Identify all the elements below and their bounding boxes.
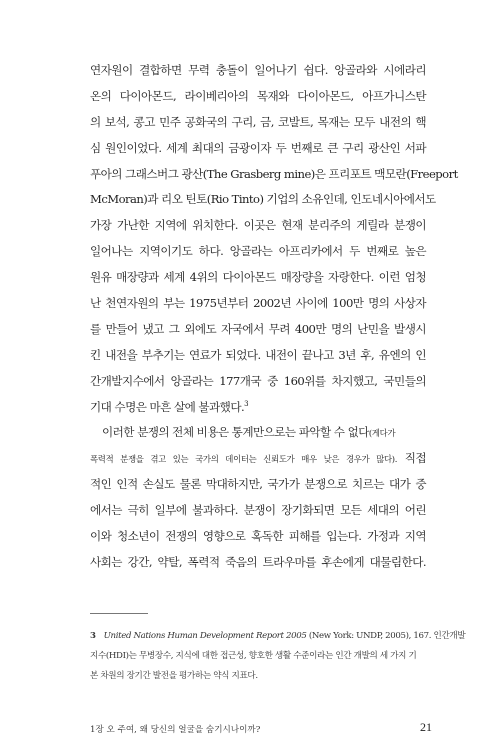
text-line: 심 원인이었다. 세계 최대의 금광이자 두 번째로 큰 구리 광산인 서파 [90,140,426,155]
text-line: 사회는 강간, 약탈, 폭력적 죽음의 트라우마를 후손에게 대물림한다. [90,554,426,569]
parenthetical-note: (게다가 [368,428,396,439]
text-line: 를 만들어 냈고 그 외에도 자국에서 무려 400만 명의 난민을 발생시 [90,321,426,336]
page-number: 21 [420,720,432,734]
text-line: 킨 내전을 부추기는 연료가 되었다. 내전이 끝나고 3년 후, 유엔의 인 [90,347,426,362]
text-fragment: 직접 [397,451,426,466]
footnote-reference[interactable]: 3 [244,399,249,408]
text-line: 가장 가난한 지역에 위치한다. 이곳은 현재 분리주의 게릴라 분쟁이 [90,218,426,233]
body-text [90,58,458,576]
running-chapter-title: 1장 오 주여, 왜 당신의 얼굴을 숨기시나이까? [90,725,261,735]
paragraph-end-text: 기대 수명은 마흔 살에 불과했다. [90,399,245,414]
footnote-text: (New York: UNDP, 2005), 167. 인간개발 [306,631,466,641]
text-line: 난 천연자원의 부는 1975년부터 2002년 사이에 100만 명의 사상자 [90,296,426,311]
footnote [90,626,466,686]
footnote-line: 본 차원의 장기간 발전을 평가하는 약식 지표다. [90,671,258,681]
text-line: 간개발지수에서 앙골라는 177개국 중 160위를 차지했고, 국민들의 [90,373,426,388]
footnote-line [90,626,466,646]
text-line: 연자원이 결합하면 무력 충돌이 일어나기 쉽다. 앙골라와 시에라리 [90,63,426,77]
text-line: 원유 매장량과 세계 4위의 다이아몬드 매장량을 자랑한다. 이런 엄청 [90,270,426,285]
text-line: 에서는 극히 일부에 불과하다. 분쟁이 장기화되면 모든 세대의 어린 [90,503,426,518]
paragraph-start-text: 이러한 분쟁의 전체 비용은 통계만으로는 파악할 수 없다 [102,425,369,440]
text-line: 이와 청소년이 전쟁의 영향으로 혹독한 피해를 입는다. 가정과 지역 [90,529,426,544]
text-line: 온의 다이아몬드, 라이베리아의 목재와 다이아몬드, 아프가니스탄 [90,88,426,103]
text-line: 적인 인적 손실도 물론 막대하지만, 국가가 분쟁으로 치르는 대가 중 [90,477,426,492]
page-footer [90,721,432,737]
parenthetical-note: 폭력적 분쟁을 겪고 있는 국가의 데이터는 신뢰도가 매우 낮은 경우가 많다). [90,454,398,465]
text-line [90,446,426,472]
footnote-number: 3 [90,631,96,641]
footnote-line: 지수(HDI)는 무병장수, 지식에 대한 접근성, 향호한 생활 수준이라는 인간 개발의 세 가지 기 [90,651,417,661]
text-line: McMoran)과 리오 틴토(Rio Tinto) 기업의 소유인데, 인도네시아에서도 [90,192,436,207]
text-line: 의 보석, 콩고 민주 공화국의 구리, 금, 코발트, 목재는 모두 내전의 핵 [90,114,426,129]
text-line [90,420,426,446]
text-line: 일어나는 지역이기도 하다. 앙골라는 아프리카에서 두 번째로 높은 [90,244,426,259]
footnote-source-title: United Nations Human Development Report 2005 [103,631,307,641]
footnote-divider [90,613,148,614]
text-line-last [90,395,426,421]
text-line: 푸아의 그래스버그 광산(The Grasberg mine)은 프리포트 맥모란(Freeport [90,166,458,181]
